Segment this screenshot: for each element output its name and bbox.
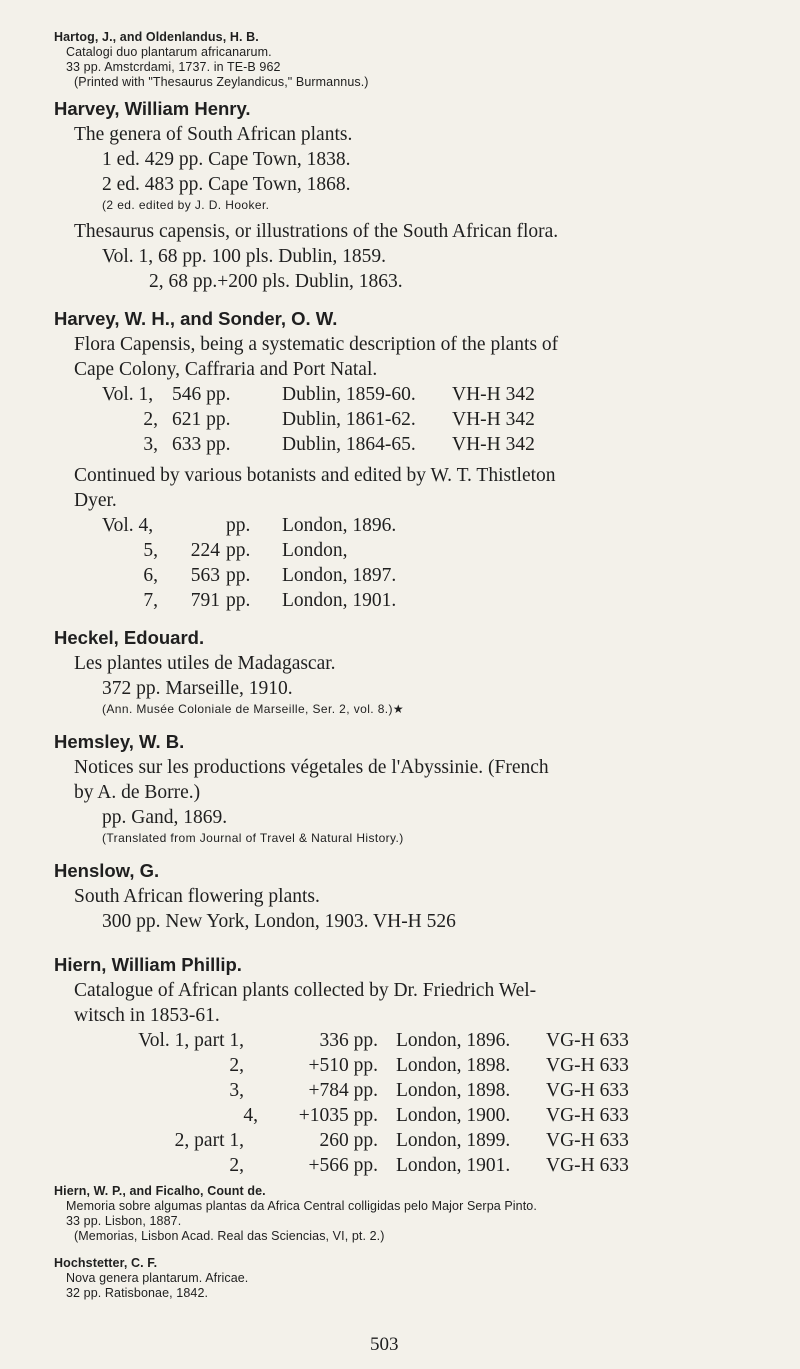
vol-number: 4, [243, 1105, 258, 1126]
vol-pages: +566 pp. [308, 1155, 378, 1176]
entry-continuation: Dyer. [74, 490, 117, 511]
entry-henslow [54, 858, 784, 934]
entry-edition: 2 ed. 483 pp. Cape Town, 1868. [102, 174, 351, 195]
entry-detail: pp. Gand, 1869. [102, 807, 228, 828]
vol-pages: 224 [190, 540, 220, 561]
vol-pages: 563 [190, 565, 220, 586]
vol-pages: +510 pp. [308, 1055, 378, 1076]
vol-imprint: London, [282, 540, 348, 561]
entry-title: Flora Capensis, being a systematic description of the plants of [74, 334, 559, 355]
entry-note: (Printed with "Thesaurus Zeylandicus," Burmannus.) [74, 75, 369, 89]
bibliography-page [54, 30, 784, 1301]
entry-note: (Translated from Journal of Travel & Natural History.) [102, 831, 404, 845]
table-row [102, 1128, 629, 1153]
vol-imprint: London, 1900. [396, 1105, 511, 1126]
table-row [102, 563, 396, 588]
entry-title: by A. de Borre.) [74, 782, 201, 803]
entry-detail: 33 pp. Lisbon, 1887. [66, 1214, 182, 1228]
entry-author: Hemsley, W. B. [54, 731, 185, 752]
vol-imprint: London, 1898. [396, 1055, 511, 1076]
vol-number: 2, [229, 1055, 244, 1076]
vol-number: 2, [229, 1155, 244, 1176]
entry-edition: 1 ed. 429 pp. Cape Town, 1838. [102, 149, 351, 170]
entry-hochstetter [54, 1256, 784, 1301]
vol-pp: pp. [226, 590, 251, 611]
entry-note: (2 ed. edited by J. D. Hooker. [102, 198, 270, 212]
table-row [102, 1153, 629, 1178]
volume-table [102, 382, 535, 457]
vol-number: 2, part 1, [174, 1130, 244, 1151]
vol-number: 6, [143, 565, 158, 586]
entry-author: Hiern, W. P., and Ficalho, Count de. [54, 1184, 266, 1198]
entry-volume: Vol. 1, 68 pp. 100 pls. Dublin, 1859. [102, 246, 387, 267]
vol-pages: 621 pp. [172, 409, 231, 430]
entry-volume: 2, 68 pp.+200 pls. Dublin, 1863. [149, 271, 403, 292]
entry-title: Catalogi duo plantarum africanarum. [66, 45, 272, 59]
vol-pp: pp. [226, 515, 251, 536]
vol-imprint: London, 1897. [282, 565, 397, 586]
vol-shelfmark: VG-H 633 [546, 1055, 629, 1076]
vol-shelfmark: VG-H 633 [546, 1030, 629, 1051]
entry-detail: 32 pp. Ratisbonae, 1842. [66, 1286, 209, 1300]
vol-pp: pp. [226, 565, 251, 586]
entry-detail: 372 pp. Marseille, 1910. [102, 678, 293, 699]
vol-number: 7, [143, 590, 158, 611]
vol-pages: 633 pp. [172, 434, 231, 455]
vol-number: 5, [143, 540, 158, 561]
vol-number: Vol. 1, [102, 384, 154, 405]
vol-imprint: London, 1896. [282, 515, 397, 536]
entry-title: Nova genera plantarum. Africae. [66, 1271, 249, 1285]
vol-number: 3, [143, 434, 158, 455]
table-row [102, 432, 535, 457]
vol-shelfmark: VH-H 342 [452, 384, 535, 405]
vol-shelfmark: VG-H 633 [546, 1155, 629, 1176]
entry-detail: 33 pp. Amstcrdami, 1737. in TE-B 962 [66, 60, 281, 74]
entry-title: South African flowering plants. [74, 886, 320, 907]
vol-pages: +1035 pp. [298, 1105, 378, 1126]
vol-imprint: London, 1899. [396, 1130, 511, 1151]
entry-title: Cape Colony, Caffraria and Port Natal. [74, 359, 378, 380]
entry-title: Notices sur les productions végetales de l'Abyssinie. (French [74, 757, 549, 778]
vol-shelfmark: VH-H 342 [452, 409, 535, 430]
entry-note: (Memorias, Lisbon Acad. Real das Sciencias, VI, pt. 2.) [74, 1229, 385, 1243]
entry-title: Catalogue of African plants collected by Dr. Friedrich Wel- [74, 980, 537, 1001]
entry-author: Henslow, G. [54, 860, 160, 881]
volume-table [102, 1028, 629, 1178]
volume-table [102, 513, 396, 613]
entry-title: Les plantes utiles de Madagascar. [74, 653, 336, 674]
vol-number: Vol. 1, part 1, [138, 1030, 244, 1051]
table-row [102, 382, 535, 407]
entry-author: Hochstetter, C. F. [54, 1256, 158, 1270]
table-row [102, 1103, 629, 1128]
entry-harvey [54, 96, 784, 294]
entry-harvey-sonder [54, 306, 784, 613]
vol-pages: 336 pp. [319, 1030, 378, 1051]
vol-number: Vol. 4, [102, 515, 154, 536]
vol-imprint: Dublin, 1861-62. [282, 409, 416, 430]
table-row [102, 1028, 629, 1053]
entry-author: Harvey, William Henry. [54, 98, 251, 119]
vol-shelfmark: VG-H 633 [546, 1105, 629, 1126]
vol-shelfmark: VG-H 633 [546, 1080, 629, 1101]
vol-number: 3, [229, 1080, 244, 1101]
entry-hartog [54, 30, 784, 90]
table-row [102, 513, 396, 538]
vol-shelfmark: VG-H 633 [546, 1130, 629, 1151]
vol-imprint: Dublin, 1859-60. [282, 384, 416, 405]
entry-author: Heckel, Edouard. [54, 627, 205, 648]
table-row [102, 1078, 629, 1103]
entry-hemsley [54, 729, 784, 846]
vol-number: 2, [143, 409, 158, 430]
entry-author: Harvey, W. H., and Sonder, O. W. [54, 308, 338, 329]
entry-author: Hartog, J., and Oldenlandus, H. B. [54, 30, 259, 44]
entry-continuation: Continued by various botanists and edited by W. T. Thistleton [74, 465, 556, 486]
table-row [102, 1053, 629, 1078]
vol-pages [172, 513, 226, 538]
vol-shelfmark: VH-H 342 [452, 434, 535, 455]
table-row [102, 588, 396, 613]
vol-imprint: London, 1901. [396, 1155, 511, 1176]
table-row [102, 407, 535, 432]
entry-title: Thesaurus capensis, or illustrations of the South African flora. [74, 221, 559, 242]
entry-note: (Ann. Musée Coloniale de Marseille, Ser. 2, vol. 8.)★ [102, 702, 405, 716]
vol-imprint: London, 1898. [396, 1080, 511, 1101]
entry-hiern-ficalho [54, 1184, 784, 1244]
entry-heckel [54, 625, 784, 717]
vol-imprint: London, 1901. [282, 590, 397, 611]
vol-pages: 791 [190, 590, 220, 611]
entry-hiern [54, 952, 784, 1178]
vol-pages: 546 pp. [172, 384, 231, 405]
vol-pages: +784 pp. [308, 1080, 378, 1101]
entry-title: Memoria sobre algumas plantas da Africa Central colligidas pelo Major Serpa Pinto. [66, 1199, 537, 1213]
table-row [102, 538, 396, 563]
entry-detail: 300 pp. New York, London, 1903. VH-H 526 [102, 911, 456, 932]
vol-pages: 260 pp. [319, 1130, 378, 1151]
entry-author: Hiern, William Phillip. [54, 954, 242, 975]
vol-imprint: London, 1896. [396, 1030, 511, 1051]
page-number: 503 [370, 1334, 399, 1355]
entry-title: witsch in 1853-61. [74, 1005, 220, 1026]
entry-title: The genera of South African plants. [74, 124, 353, 145]
vol-imprint: Dublin, 1864-65. [282, 434, 416, 455]
vol-pp: pp. [226, 540, 251, 561]
